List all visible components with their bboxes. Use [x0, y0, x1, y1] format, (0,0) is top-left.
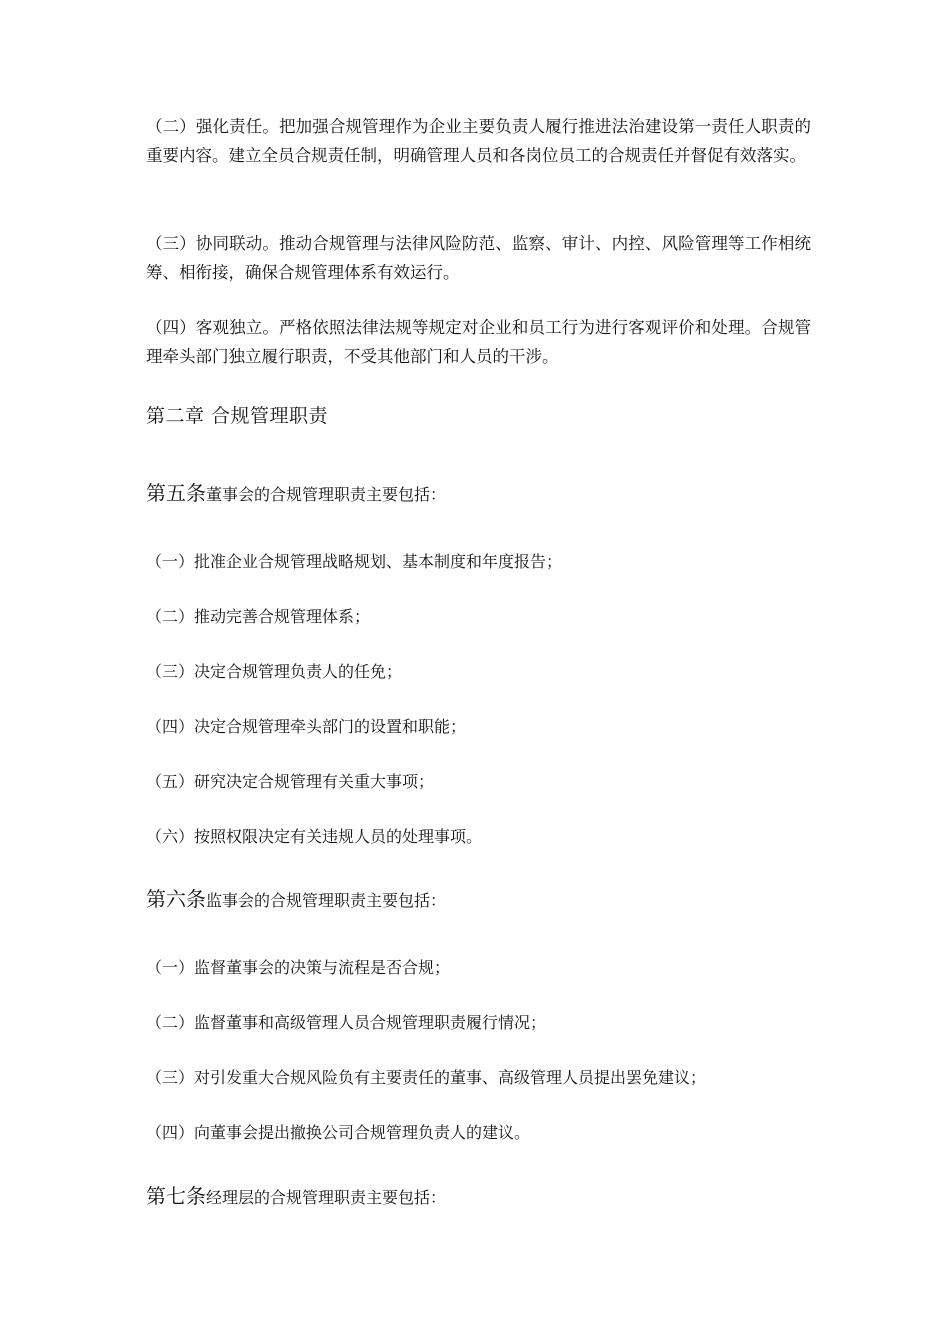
article-6-item: （三）对引发重大合规风险负有主要责任的董事、高级管理人员提出罢免建议；	[146, 1068, 707, 1087]
article-5-number: 第五条	[146, 481, 206, 505]
paragraph-objective-independence: （四）客观独立。严格依照法律法规等规定对企业和员工行为进行客观评价和处理。合规管理牵头部门独立履行职责，不受其他部门和人员的干涉。	[146, 318, 811, 366]
paragraph-strengthen-responsibility: （二）强化责任。把加强合规管理作为企业主要负责人履行推进法治建设第一责任人职责的重要内容。建立全员合规责任制，明确管理人员和各岗位员工的合规责任并督促有效落实。	[146, 117, 811, 165]
article-5-item: （三）决定合规管理负责人的任免；	[146, 662, 403, 681]
article-6-item: （二）监督董事和高级管理人员合规管理职责履行情况；	[146, 1013, 547, 1032]
article-7-title: 经理层的合规管理职责主要包括：	[206, 1188, 447, 1207]
article-5-heading	[146, 478, 446, 510]
article-5-title: 董事会的合规管理职责主要包括：	[206, 485, 447, 504]
article-5-item: （二）推动完善合规管理体系；	[146, 607, 371, 626]
article-5-item: （六）按照权限决定有关违规人员的处理事项。	[146, 827, 483, 846]
article-6-item: （一）监督董事会的决策与流程是否合规；	[146, 958, 451, 977]
article-6-heading	[146, 884, 446, 916]
article-7-number: 第七条	[146, 1184, 206, 1208]
article-6-number: 第六条	[146, 887, 206, 911]
article-7-heading	[146, 1181, 446, 1213]
article-5-item: （五）研究决定合规管理有关重大事项；	[146, 772, 435, 791]
chapter-title: 第二章 合规管理职责	[146, 405, 329, 427]
article-5-item: （四）决定合规管理牵头部门的设置和职能；	[146, 717, 467, 736]
paragraph-coordination: （三）协同联动。推动合规管理与法律风险防范、监察、审计、内控、风险管理等工作相统筹、相衔接，确保合规管理体系有效运行。	[146, 234, 811, 282]
article-5-item: （一）批准企业合规管理战略规划、基本制度和年度报告；	[146, 552, 563, 571]
article-6-title: 监事会的合规管理职责主要包括：	[206, 891, 447, 910]
article-6-item: （四）向董事会提出撤换公司合规管理负责人的建议。	[146, 1123, 531, 1142]
